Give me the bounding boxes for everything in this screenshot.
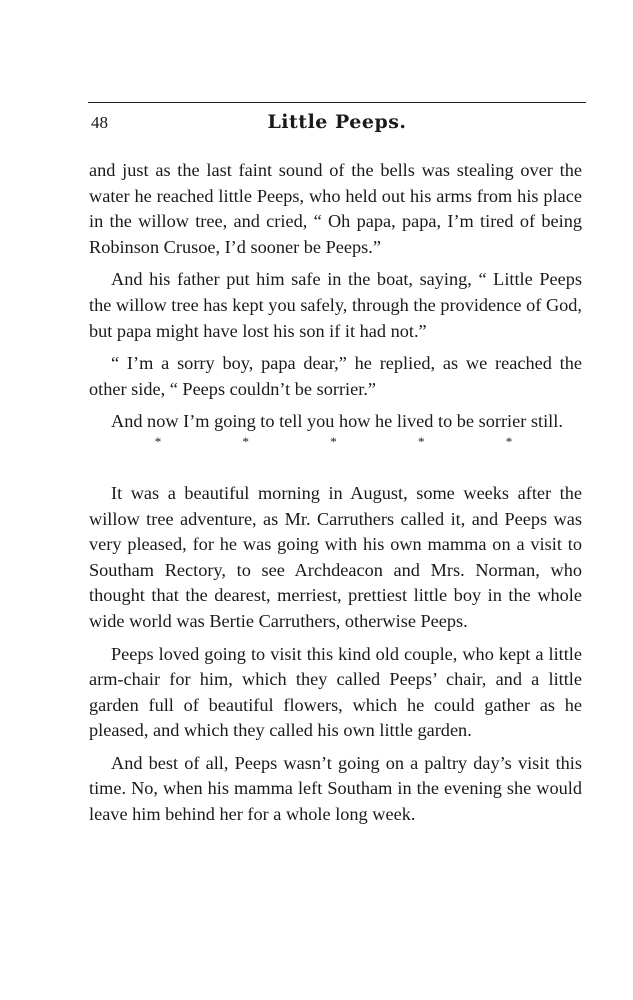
section-break	[89, 435, 582, 451]
paragraph: Peeps loved going to visit this kind old couple, who kept a little arm-chair for him, which they called Peeps’ chair, and a little garden full of beautiful flowers, which he could gather as he pleased, and which they called his own little garden.	[89, 643, 582, 741]
section-break-star: *	[330, 433, 337, 449]
section-break-star: *	[418, 433, 425, 449]
section-break-star: *	[505, 433, 513, 449]
running-title: Little Peeps.	[267, 111, 407, 133]
paragraph: “ I’m a sorry boy, papa dear,” he replied, as we reached the other side, “ Peeps couldn’t be sorrier.”	[89, 353, 582, 399]
paragraph: It was a beautiful morning in August, some weeks after the willow tree adventure, as Mr. Carruthers called it, and Peeps was very pleased, for he was going with his own mamma on a visit to Southam Rectory, to see Archdeacon and Mrs. Norman, who thought that the dearest, merriest, prettiest little boy in the whole wide world was Bertie Carruthers, otherwise Peeps.	[89, 482, 582, 631]
page-header	[88, 102, 586, 137]
section-break-star: *	[242, 433, 249, 449]
paragraph: And his father put him safe in the boat, saying, “ Little Peeps the willow tree has kept you safely, through the providence of God, but papa might have lost his son if it had not.”	[89, 269, 582, 341]
paragraph: and just as the last faint sound of the bells was stealing over the water he reached little Peeps, who held out his arms from his place in the willow tree, and cried, “ Oh papa, papa, I’m tired of being Robinson Crusoe, I’d sooner be Peeps.”	[89, 160, 582, 257]
page-number: 48	[91, 113, 108, 132]
section-break-star: *	[154, 433, 162, 449]
paragraph: And now I’m going to tell you how he lived to be sorrier still.	[111, 411, 563, 432]
body-text	[89, 158, 582, 835]
paragraph: And best of all, Peeps wasn’t going on a paltry day’s visit this time. No, when his mamma left Southam in the evening she would leave him behind her for a whole long week.	[89, 752, 582, 825]
